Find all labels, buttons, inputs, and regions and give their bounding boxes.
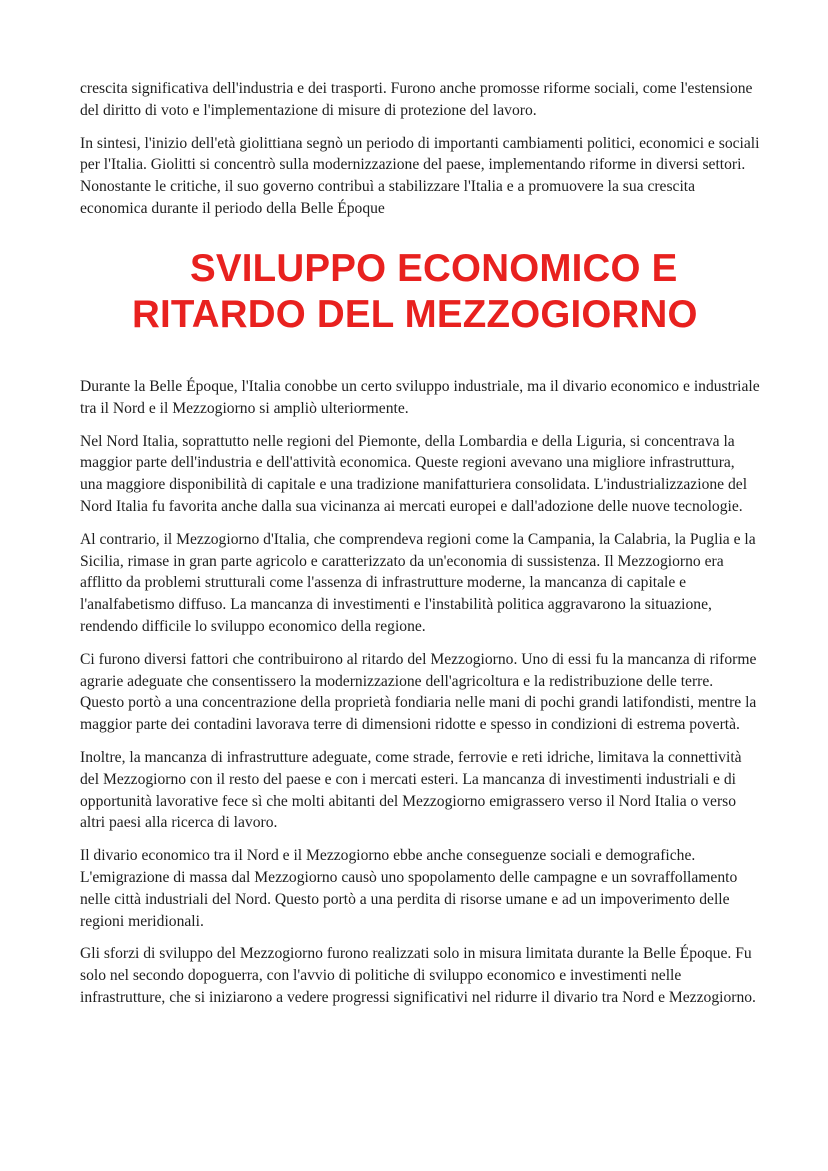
section-heading-line-2: RITARDO DEL MEZZOGIORNO [132,293,698,336]
body-paragraph: Gli sforzi di sviluppo del Mezzogiorno furono realizzati solo in misura limitata durante la Belle Époque. Fu solo nel secondo dopoguerra, con l'avvio di politiche di sviluppo economico e investimenti nelle infrastrutture, che si iniziarono a vedere progressi significativi nel ridurre il divario tra Nord e Mezzogiorno. [80,945,756,1006]
body-paragraph: Nel Nord Italia, soprattutto nelle regioni del Piemonte, della Lombardia e della Liguria, si concentrava la maggior parte dell'industria e dell'attività economica. Queste regioni avevano una migliore infrastruttura, una maggiore disponibilità di capitale e una tradizione manifatturiera consolidata. L'industrializzazione del Nord Italia fu favorita anche dalla sua vicinanza ai mercati europei e dall'adozione delle nuove tecnologie. [80,432,748,515]
body-paragraph: Il divario economico tra il Nord e il Mezzogiorno ebbe anche conseguenze sociali e demografiche. L'emigrazione di massa dal Mezzogiorno causò uno spopolamento delle campagne e un sovraffollamento nelle città industriali del Nord. Questo portò a una perdita di risorse umane e ad un impoverimento delle regioni meridionali. [80,847,738,930]
body-paragraph: Al contrario, il Mezzogiorno d'Italia, che comprendeva regioni come la Campania, la Calabria, la Puglia e la Sicilia, rimase in gran parte agricolo e caratterizzato da un'economia di sussistenza. Il Mezzogiorno era afflitto da problemi strutturali come l'assenza di infrastrutture moderne, la mancanza di capitale e l'analfabetismo diffuso. La mancanza di investimenti e l'instabilità politica aggravarono la situazione, rendendo difficile lo sviluppo economico della regione. [80,530,756,635]
body-paragraph: Inoltre, la mancanza di infrastrutture adeguate, come strade, ferrovie e reti idriche, limitava la connettività del Mezzogiorno con il resto del paese e con i mercati esteri. La mancanza di investimenti industriali e di opportunità lavorative fece sì che molti abitanti del Mezzogiorno emigrassero verso il Nord Italia o verso altri paesi alla ricerca di lavoro. [80,748,742,832]
body-paragraph: Ci furono diversi fattori che contribuirono al ritardo del Mezzogiorno. Uno di essi fu la mancanza di riforme agrarie adeguate che consentissero la modernizzazione dell'agricoltura e la redistribuzione delle terre. Questo portò a una concentrazione della proprietà fondiaria nelle mani di pochi grandi latifondisti, mentre la maggior parte dei contadini lavorava terre di dimensioni ridotte e spesso in condizioni di estrema povertà. [80,650,757,734]
intro-text-block [80,78,760,231]
section-body [80,376,760,1020]
body-paragraph: Durante la Belle Époque, l'Italia conobbe un certo sviluppo industriale, ma il divario economico e industriale tra il Nord e il Mezzogiorno si ampliò ulteriormente. [80,378,760,417]
intro-paragraph: In sintesi, l'inizio dell'età giolittiana segnò un periodo di importanti cambiamenti politici, economici e sociali per l'Italia. Giolitti si concentrò sulla modernizzazione del paese, implementando riforme in diversi settori. Nonostante le critiche, il suo governo contribuì a stabilizzare l'Italia e a promuovere la sua crescita economica durante il periodo della Belle Époque [80,134,760,217]
section-heading [0,246,828,338]
intro-paragraph: crescita significativa dell'industria e dei trasporti. Furono anche promosse riforme sociali, come l'estensione del diritto di voto e l'implementazione di misure di protezione del lavoro. [80,80,753,119]
section-heading-line-1: SVILUPPO ECONOMICO E [190,247,678,290]
